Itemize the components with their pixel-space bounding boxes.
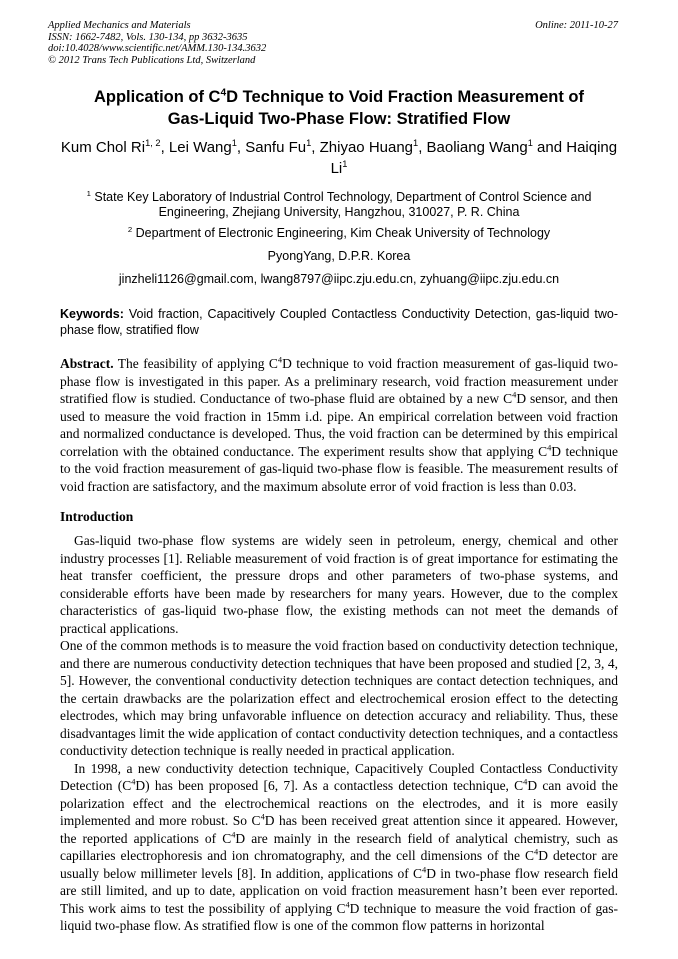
issn-line: ISSN: 1662-7482, Vols. 130-134, pp 3632-3635 <box>48 31 248 43</box>
introduction-paragraph-1: Gas-liquid two-phase flow systems are widely seen in petroleum, energy, chemical and other industry processes [1]. Reliable measurement of void fraction is of great importance for estimating the heat transfer coefficient, the pressure drops and other parameters of two-phase systems, and considerable efforts have been made by researchers for many years. However, due to the complex characteristics of gas-liquid two-phase flow, the existing methods can not meet the demands of practical applications. <box>60 533 618 636</box>
online-date: Online: 2011-10-27 <box>535 20 618 31</box>
affiliation-2-location: PyongYang, D.P.R. Korea <box>267 249 411 263</box>
journal-name: Applied Mechanics and Materials <box>48 20 191 31</box>
introduction-paragraph-3: In 1998, a new conductivity detection technique, Capacitively Coupled Contactless Conductivity Detection $(C^4D)$ has been proposed [6, 7]. As a contactless detection technique, $C^4D$ can avoid the polarization effect and the electrochemical reactions on the electrodes, and it is more easily implemented and more robust. So $C^4D$ has been received great attention since it appeared. However, the reported applications of $C^4D$ are mainly in the research field of analytical chemistry, such as capillaries electrophoresis and ion chromatography, and the cell dimensions of the $C^4D$ detector are usually below millimeter levels [8]. In addition, applications of $C^4D$ in two-phase flow research field are still limited, and up to date, application on void fraction measurement hasn’t been ever reported. This work aims to test the possibility of applying $C^4D$ technique to measure the void fraction of gas-liquid two-phase flow. As stratified flow is one of the common flow patterns in horizontal <box>60 760 619 933</box>
abstract-label: Abstract. <box>60 356 114 371</box>
journal-header <box>48 20 618 66</box>
keywords-text: Void fraction, Capacitively Coupled Contactless Conductivity Detection, gas-liquid two-phase flow, stratified flow <box>60 307 618 337</box>
affiliation-1: $^1$ State Key Laboratory of Industrial Control Technology, Department of Control Science and Engineering, Zhejiang University, Hangzhou, 310027, P. R. China <box>86 188 592 219</box>
journal-header-left <box>48 20 266 66</box>
introduction-paragraph-2: One of the common methods is to measure the void fraction based on conductivity detection technique, and there are numerous conductivity detection techniques that have been proposed and studied [2, 3, 4, 5]. However, the conventional conductivity detection techniques are contact detection techniques, and the certain drawbacks are the polarization effect and electrochemical erosion effect to the detecting electrodes, which may bring unfavorable influence on detection accuracy and reliability. Thus, these disadvantages limit the wide application of contact conductivity detection techniques, and a contactless conductivity detection technique is really needed in practical application. <box>60 638 618 758</box>
abstract-paragraph <box>60 355 618 495</box>
keywords-paragraph <box>60 307 618 338</box>
affiliation-2: $^2$ Department of Electronic Engineering, Kim Cheak University of Technology <box>127 224 551 240</box>
abstract-text: The feasibility of applying $C^4D$ technique to void fraction measurement of gas-liquid two-phase flow is investigated in this paper. As a preliminary research, void fraction measurement under stratified flow is studied. Conductance of two-phase fluid are obtained by a new $C^4D$ sensor, and then used to measure the void fraction in 15mm i.d. pipe. An empirical correlation between void fraction and normalized conductance is developed. Thus, the void fraction can be determined by this empirical correlation with the obtained conductance. The experiment results show that applying $C^4D$ technique to the void fraction measurement of gas-liquid two-phase flow is feasible. The measurement results of void fraction are satisfactory, and the maximum absolute error of void fraction is less than 0.03. <box>60 355 618 494</box>
section-heading-introduction: Introduction <box>60 509 134 524</box>
author-emails: jinzheli1126@gmail.com, lwang8797@iipc.zju.edu.cn, zyhuang@iipc.zju.edu.cn <box>118 272 560 286</box>
doi-line: doi:10.4028/www.scientific.net/AMM.130-134.3632 <box>48 43 267 54</box>
authors-line: Kum Chol Ri$^{1, 2}$, Lei Wang$^1$, Sanfu Fu$^1$, Zhiyao Huang$^1$, Baoliang Wang$^1$ and Haiqing Li$^1$ <box>60 138 618 177</box>
paper-title: Application of $C^4D$ Technique to Void Fraction Measurement of Gas-Liquid Two-Phase Flow: Stratified Flow <box>93 87 585 128</box>
keywords-label: Keywords: <box>60 307 124 321</box>
copyright-line: © 2012 Trans Tech Publications Ltd, Switzerland <box>48 54 256 66</box>
